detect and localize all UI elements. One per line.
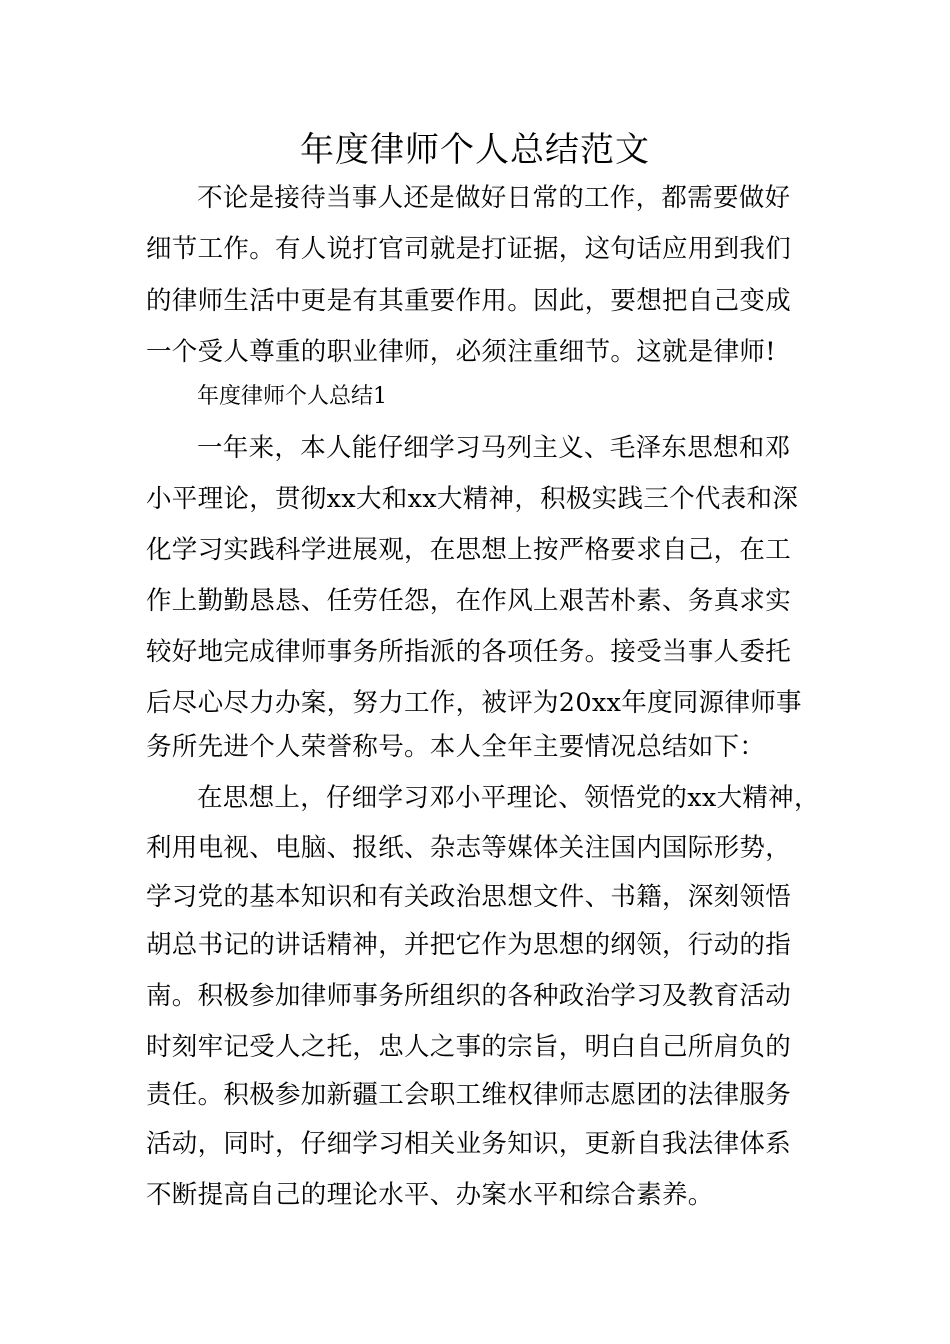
- body-text-line: 胡总书记的讲话精神，并把它作为思想的纲领，行动的指: [146, 930, 792, 960]
- document-title: 年度律师个人总结范文: [300, 130, 650, 170]
- body-text-line: 利用电视、电脑、报纸、杂志等媒体关注国内国际形势，: [146, 833, 792, 863]
- body-text-line: 后尽心尽力办案，努力工作，被评为20xx年度同源律师事: [146, 688, 802, 718]
- body-text-line: 一个受人尊重的职业律师，必须注重细节。这就是律师!: [146, 337, 776, 367]
- body-text-line: 的律师生活中更是有其重要作用。因此，要想把自己变成: [146, 286, 792, 316]
- body-text-line: 南。积极参加律师事务所组织的各种政治学习及教育活动: [146, 981, 792, 1011]
- body-text-line: 在思想上，仔细学习邓小平理论、领悟党的xx大精神，: [197, 783, 820, 813]
- body-text-line: 化学习实践科学进展观，在思想上按严格要求自己，在工: [146, 535, 792, 565]
- body-text-line: 较好地完成律师事务所指派的各项任务。接受当事人委托: [146, 637, 792, 667]
- body-text-line: 时刻牢记受人之托，忠人之事的宗旨，明白自己所肩负的: [146, 1032, 792, 1062]
- body-text-line: 务所先进个人荣誉称号。本人全年主要情况总结如下：: [146, 732, 766, 762]
- body-text-line: 细节工作。有人说打官司就是打证据，这句话应用到我们: [146, 234, 792, 264]
- body-text-line: 学习党的基本知识和有关政治思想文件、书籍，深刻领悟: [146, 882, 792, 912]
- body-text-line: 一年来，本人能仔细学习马列主义、毛泽东思想和邓: [197, 433, 791, 463]
- body-text-line: 不断提高自己的理论水平、办案水平和综合素养。: [146, 1180, 714, 1210]
- section-heading: 年度律师个人总结1: [197, 384, 387, 409]
- body-text-line: 活动，同时，仔细学习相关业务知识，更新自我法律体系: [146, 1129, 792, 1159]
- body-text-line: 不论是接待当事人还是做好日常的工作，都需要做好: [197, 183, 791, 213]
- body-text-line: 作上勤勤恳恳、任劳任怨，在作风上艰苦朴素、务真求实: [146, 586, 792, 616]
- body-text-line: 小平理论，贯彻xx大和xx大精神，积极实践三个代表和深: [146, 484, 799, 514]
- body-text-line: 责任。积极参加新疆工会职工维权律师志愿团的法律服务: [146, 1080, 792, 1110]
